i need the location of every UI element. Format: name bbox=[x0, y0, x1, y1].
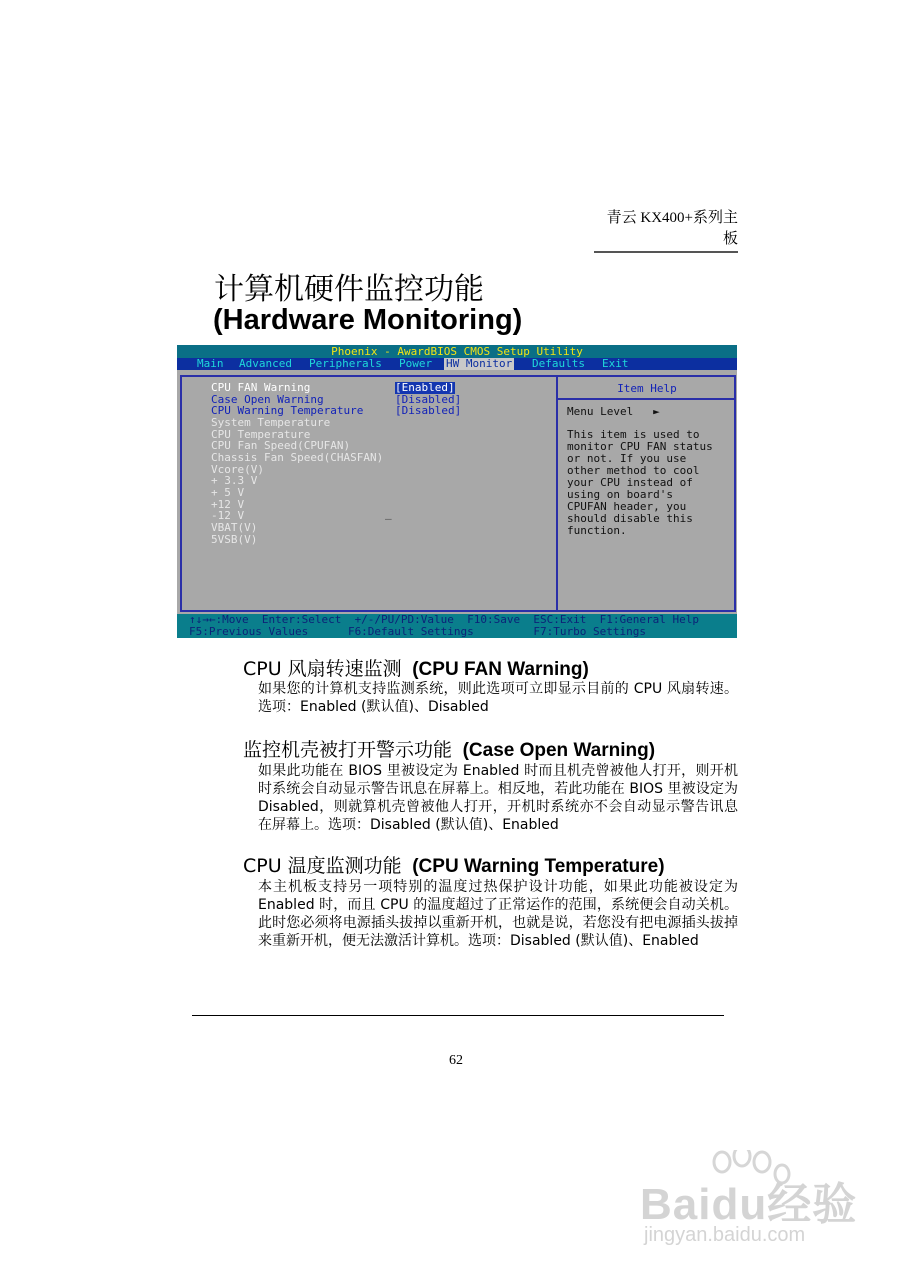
watermark-url: jingyan.baidu.com bbox=[644, 1224, 806, 1246]
section-body: 如果此功能在 BIOS 里被设定为 Enabled 时而且机壳曾被他人打开，则开机时系统会自动显示警告讯息在屏幕上。相反地，若此功能在 BIOS 里被设定为 Disabled，则就算机壳曾被他人打开，开机时系统亦不会自动显示警告讯息在屏幕上。选项：Disabled (默认值)、Enabled bbox=[258, 763, 738, 833]
bios-item-value[interactable]: [Disabled] bbox=[395, 404, 462, 417]
bios-menu-defaults[interactable]: Defaults bbox=[532, 357, 585, 370]
bios-utility-title: Phoenix - AwardBIOS CMOS Setup Utility bbox=[177, 345, 737, 358]
section-heading-en: (CPU Warning Temperature) bbox=[412, 856, 665, 877]
bios-help-divider bbox=[558, 398, 734, 400]
section-heading bbox=[243, 654, 589, 681]
bios-item-label: CPU Temperature bbox=[211, 428, 311, 441]
bios-dash: – bbox=[385, 512, 392, 525]
bios-panel-divider bbox=[556, 375, 558, 612]
section-heading-en: (Case Open Warning) bbox=[462, 740, 656, 761]
running-header: 青云 KX400+系列主板 bbox=[594, 206, 738, 253]
section-heading-cn: CPU 风扇转速监测 bbox=[243, 658, 402, 680]
section-heading bbox=[243, 735, 655, 762]
bios-key-legend-line2: F5:Previous Values F6:Default Settings F7:Turbo Settings bbox=[189, 625, 646, 638]
bios-help-text: This item is used to monitor CPU FAN status or not. If you use other method to cool your CPU instead of using on board's CPUFAN header, you should disable this function. bbox=[567, 428, 713, 537]
bios-help-title: Item Help bbox=[617, 382, 677, 395]
bios-menu-bar bbox=[177, 358, 737, 370]
bios-item-value[interactable]: [Disabled] bbox=[395, 393, 462, 406]
bios-item-label[interactable]: CPU Warning Temperature bbox=[211, 404, 364, 417]
page-title-en: (Hardware Monitoring) bbox=[213, 304, 523, 336]
bios-key-legend bbox=[177, 614, 737, 638]
bios-item-label: CPU Fan Speed(CPUFAN) bbox=[211, 439, 351, 452]
bios-item-label: + 5 V bbox=[211, 486, 245, 499]
bios-item-label: + 3.3 V bbox=[211, 474, 258, 487]
bios-item-label: 5VSB(V) bbox=[211, 533, 258, 546]
bios-menu-exit[interactable]: Exit bbox=[602, 357, 629, 370]
watermark-logo: Baidu经验 bbox=[640, 1180, 858, 1229]
bios-item-label: -12 V bbox=[211, 509, 245, 522]
section-heading-cn: 监控机壳被打开警示功能 bbox=[243, 739, 453, 761]
section-heading-en: (CPU FAN Warning) bbox=[412, 659, 589, 680]
baidu-watermark bbox=[632, 1150, 872, 1270]
page-number: 62 bbox=[449, 1053, 463, 1068]
bios-help-menu-level: Menu Level ► bbox=[567, 405, 660, 418]
bios-menu-main[interactable]: Main bbox=[197, 357, 224, 370]
section-body: 本主机板支持另一项特别的温度过热保护设计功能，如果此功能被设定为 Enabled 时，而且 CPU 的温度超过了正常运作的范围，系统便会自动关机。此时您必须将电源插头拔掉以重新开机，也就是说，若您没有把电源插头拔掉来重新开机，便无法激活计算机。选项：Disabled (默认值)、Enabled bbox=[258, 879, 738, 949]
bios-item-label: +12 V bbox=[211, 498, 245, 511]
bios-item-label[interactable]: CPU FAN Warning bbox=[211, 381, 311, 394]
bios-screenshot bbox=[177, 345, 737, 638]
bios-menu-peripherals[interactable]: Peripherals bbox=[309, 357, 382, 370]
section-heading bbox=[243, 851, 665, 878]
bios-menu-power[interactable]: Power bbox=[399, 357, 433, 370]
bios-item-label: Chassis Fan Speed(CHASFAN) bbox=[211, 451, 384, 464]
bios-menu-hw-monitor[interactable]: HW Monitor bbox=[446, 357, 513, 370]
page-title-cn: 计算机硬件监控功能 bbox=[214, 272, 484, 307]
bios-menu-advanced[interactable]: Advanced bbox=[239, 357, 292, 370]
bios-item-label: VBAT(V) bbox=[211, 521, 258, 534]
bios-item-label[interactable]: Case Open Warning bbox=[211, 393, 324, 406]
bios-item-value[interactable]: [Enabled] bbox=[395, 381, 455, 394]
section-body: 如果您的计算机支持监测系统，则此选项可立即显示目前的 CPU 风扇转速。选项：Enabled (默认值)、Disabled bbox=[258, 681, 738, 715]
bios-item-label: System Temperature bbox=[211, 416, 331, 429]
footer-rule bbox=[192, 1015, 724, 1016]
section-heading-cn: CPU 温度监测功能 bbox=[243, 855, 402, 877]
bios-item-label: Vcore(V) bbox=[211, 463, 264, 476]
bios-key-legend-line1: ↑↓→←:Move Enter:Select +/-/PU/PD:Value F10:Save ESC:Exit F1:General Help bbox=[189, 613, 699, 626]
